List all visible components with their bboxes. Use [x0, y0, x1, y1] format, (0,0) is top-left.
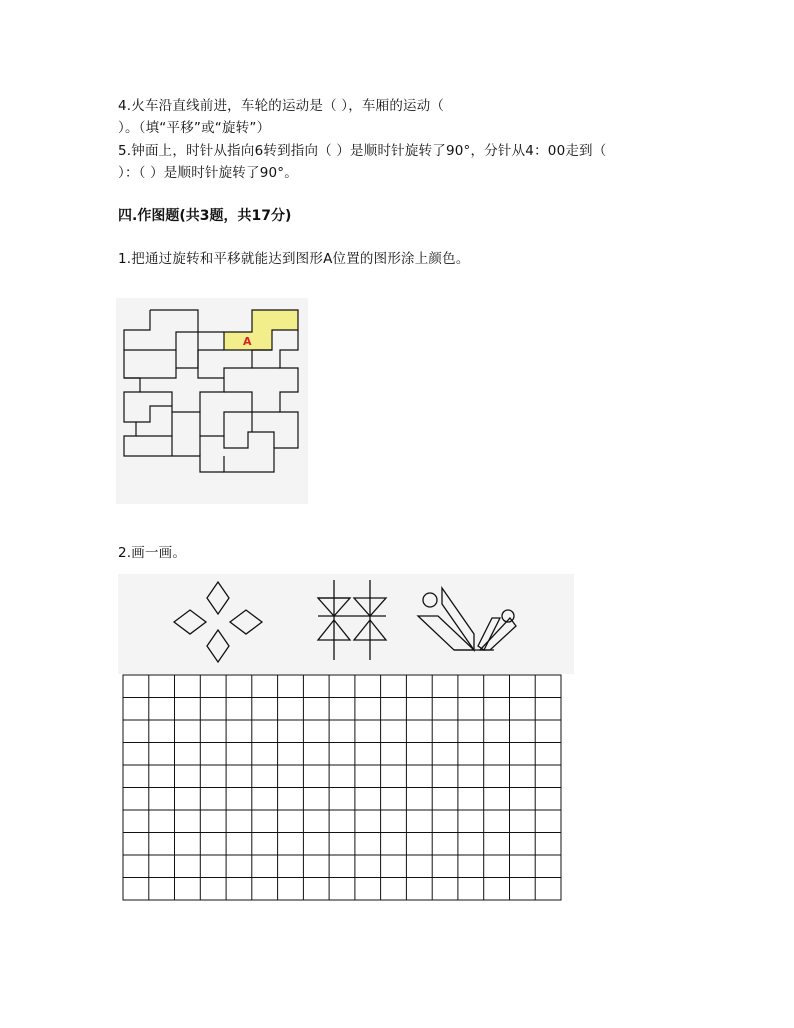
q5-line-1: 5.钟面上，时针从指向6转到指向（ ）是顺时针旋转了90°，分针从4：00走到（ — [118, 143, 607, 159]
q4-line-2: ）。（填“平移”或“旋转”） — [118, 120, 271, 136]
q5-line-2: ）：（ ）是顺时针旋转了90°。 — [118, 165, 298, 181]
question-2-text: 2.画一画。 — [118, 545, 187, 561]
tessellation-figure — [116, 298, 308, 504]
drawing-area — [118, 574, 574, 904]
question-1-text: 1.把通过旋转和平移就能达到图形A位置的图形涂上颜色。 — [118, 251, 470, 267]
shape-a-label: A — [243, 335, 252, 348]
q4-line-1: 4.火车沿直线前进，车轮的运动是（ ），车厢的运动（ — [118, 98, 445, 114]
section-heading: 四.作图题(共3题，共17分) — [118, 208, 292, 224]
drawing-grid — [123, 675, 561, 900]
